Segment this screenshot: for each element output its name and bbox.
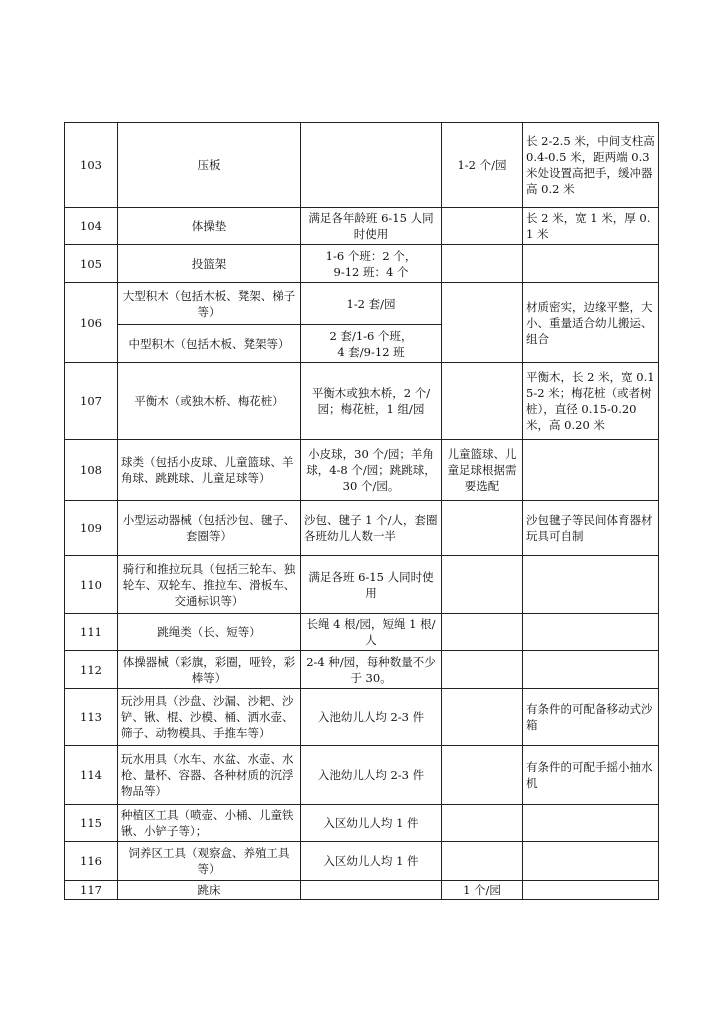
basic-config: 小皮球，30 个/园；羊角球，4-8 个/园；跳跳球，30 个/园。 xyxy=(301,440,442,501)
item-name: 中型积木（包括木板、凳架等） xyxy=(118,325,301,363)
remark: 有条件的可配备移动式沙箱 xyxy=(523,689,659,746)
optional-config xyxy=(442,501,523,556)
row-number: 105 xyxy=(65,245,118,283)
item-name: 玩水用具（水车、水盆、水壶、水枪、量杯、容器、各种材质的沉浮物品等） xyxy=(118,746,301,805)
optional-config xyxy=(442,556,523,614)
optional-config xyxy=(442,208,523,245)
row-number: 114 xyxy=(65,746,118,805)
row-number: 113 xyxy=(65,689,118,746)
item-name: 跳床 xyxy=(118,881,301,900)
item-name: 体操垫 xyxy=(118,208,301,245)
optional-config xyxy=(442,651,523,689)
table-row xyxy=(65,440,659,501)
row-number: 117 xyxy=(65,881,118,900)
optional-config xyxy=(442,805,523,842)
remark xyxy=(523,614,659,651)
item-name: 投篮架 xyxy=(118,245,301,283)
remark: 材质密实，边缘平整，大小、重量适合幼儿搬运、组合 xyxy=(523,283,659,363)
row-number: 116 xyxy=(65,842,118,881)
remark xyxy=(523,440,659,501)
basic-config: 入池幼儿人均 2-3 件 xyxy=(301,689,442,746)
basic-config: 长绳 4 根/园，短绳 1 根/人 xyxy=(301,614,442,651)
item-name: 大型积木（包括木板、凳架、梯子等） xyxy=(118,283,301,325)
row-number: 107 xyxy=(65,363,118,440)
optional-config xyxy=(442,746,523,805)
item-name: 压板 xyxy=(118,123,301,208)
basic-config xyxy=(301,123,442,208)
table-row xyxy=(65,556,659,614)
row-number: 112 xyxy=(65,651,118,689)
remark xyxy=(523,245,659,283)
item-name: 玩沙用具（沙盘、沙漏、沙耙、沙铲、锹、棍、沙模、桶、洒水壶、筛子、动物模具、手推车等） xyxy=(118,689,301,746)
remark: 长 2-2.5 米，中间支柱高 0.4-0.5 米，距两端 0.3 米处设置高把手，缓冲器高 0.2 米 xyxy=(523,123,659,208)
table-row xyxy=(65,208,659,245)
optional-config: 1 个/园 xyxy=(442,881,523,900)
remark xyxy=(523,556,659,614)
table-row xyxy=(65,363,659,440)
remark xyxy=(523,651,659,689)
basic-config: 1-2 套/园 xyxy=(301,283,442,325)
table-row xyxy=(65,805,659,842)
remark: 长 2 米，宽 1 米，厚 0.1 米 xyxy=(523,208,659,245)
item-name: 平衡木（或独木桥、梅花桩） xyxy=(118,363,301,440)
table-row xyxy=(65,842,659,881)
remark xyxy=(523,805,659,842)
item-name: 跳绳类（长、短等） xyxy=(118,614,301,651)
row-number: 106 xyxy=(65,283,118,363)
basic-config xyxy=(301,881,442,900)
optional-config xyxy=(442,689,523,746)
row-number: 103 xyxy=(65,123,118,208)
table-row xyxy=(65,614,659,651)
remark: 平衡木，长 2 米，宽 0.15-2 米；梅花桩（或者树桩），直径 0.15-0.20 米，高 0.20 米 xyxy=(523,363,659,440)
optional-config: 儿童篮球、儿童足球根据需要选配 xyxy=(442,440,523,501)
table-row xyxy=(65,283,659,325)
remark: 沙包毽子等民间体育器材玩具可自制 xyxy=(523,501,659,556)
basic-config: 平衡木或独木桥，2 个/园；梅花桩，1 组/园 xyxy=(301,363,442,440)
remark: 有条件的可配手摇小抽水机 xyxy=(523,746,659,805)
optional-config xyxy=(442,614,523,651)
optional-config xyxy=(442,245,523,283)
basic-config: 满足各班 6-15 人同时使用 xyxy=(301,556,442,614)
basic-config: 2 套/1-6 个班， 4 套/9-12 班 xyxy=(301,325,442,363)
row-number: 110 xyxy=(65,556,118,614)
item-name: 种植区工具（喷壶、小桶、儿童铁锹、小铲子等）； xyxy=(118,805,301,842)
basic-config: 入池幼儿人均 2-3 件 xyxy=(301,746,442,805)
row-number: 108 xyxy=(65,440,118,501)
table-row xyxy=(65,651,659,689)
basic-config: 入区幼儿人均 1 件 xyxy=(301,842,442,881)
item-name: 小型运动器械（包括沙包、毽子、套圈等） xyxy=(118,501,301,556)
row-number: 111 xyxy=(65,614,118,651)
table-row xyxy=(65,123,659,208)
row-number: 109 xyxy=(65,501,118,556)
item-name: 骑行和推拉玩具（包括三轮车、独轮车、双轮车、推拉车、滑板车、交通标识等） xyxy=(118,556,301,614)
optional-config xyxy=(442,363,523,440)
item-name: 饲养区工具（观察盒、养殖工具等） xyxy=(118,842,301,881)
item-name: 球类（包括小皮球、儿童篮球、羊角球、跳跳球、儿童足球等） xyxy=(118,440,301,501)
optional-config: 1-2 个/园 xyxy=(442,123,523,208)
table-row xyxy=(65,501,659,556)
basic-config: 2-4 种/园，每种数量不少于 30。 xyxy=(301,651,442,689)
basic-config: 沙包、毽子 1 个/人，套圈各班幼儿人数一半 xyxy=(301,501,442,556)
optional-config xyxy=(442,842,523,881)
table-row xyxy=(65,881,659,900)
row-number: 115 xyxy=(65,805,118,842)
basic-config: 入区幼儿人均 1 件 xyxy=(301,805,442,842)
table-row xyxy=(65,746,659,805)
table-row xyxy=(65,689,659,746)
row-number: 104 xyxy=(65,208,118,245)
remark xyxy=(523,881,659,900)
optional-config xyxy=(442,283,523,363)
remark xyxy=(523,842,659,881)
table-row xyxy=(65,245,659,283)
basic-config: 1-6 个班：2 个， 9-12 班：4 个 xyxy=(301,245,442,283)
basic-config: 满足各年龄班 6-15 人同时使用 xyxy=(301,208,442,245)
equipment-table xyxy=(64,122,659,900)
item-name: 体操器械（彩旗，彩圈，哑铃，彩棒等） xyxy=(118,651,301,689)
